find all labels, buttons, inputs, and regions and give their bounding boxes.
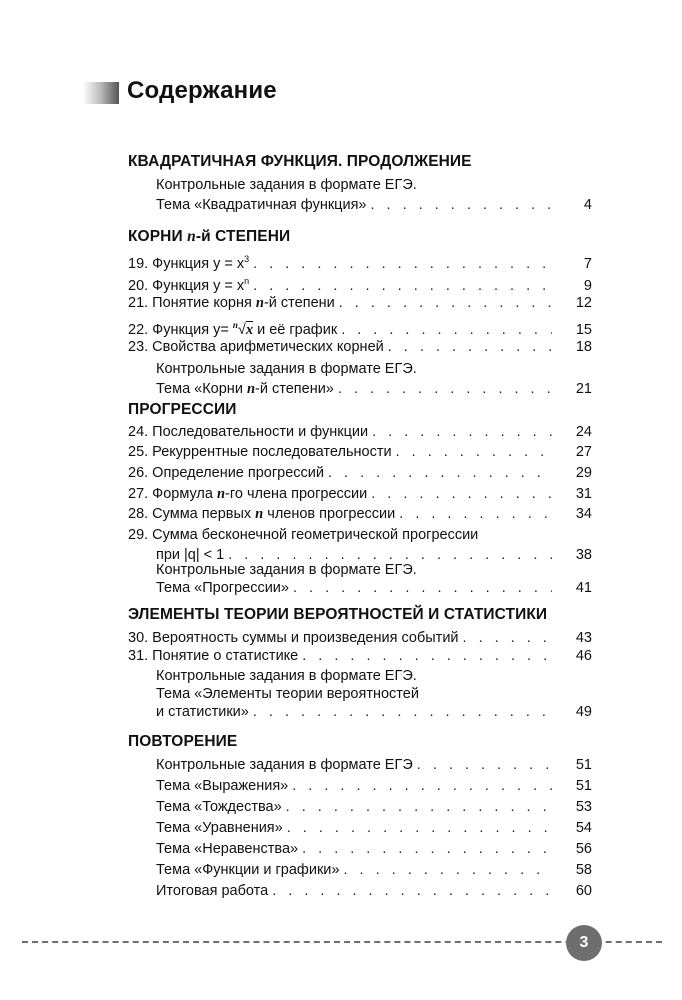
entry-label: Контрольные задания в формате ЕГЭ. [156,562,417,578]
entry-label: 25. Рекуррентные последовательности [128,444,392,460]
toc-entry-probability-control[interactable] [128,667,592,721]
leader-dots [396,443,552,461]
entry-label: 27. Формула n-го члена прогрессии [128,486,368,502]
entry-label: 20. Функция $y = x^n$ [128,276,250,294]
page-number-badge: 3 [566,925,602,961]
section-title-quadratic: КВАДРАТИЧНАЯ ФУНКЦИЯ. ПРОДОЛЖЕНИЕ [128,153,472,170]
page-number: 41 [575,580,592,596]
toc-entry-review-2[interactable] [128,798,592,816]
page-number: 24 [575,424,592,440]
toc-entry-29[interactable] [128,526,592,564]
entry-label: 31. Понятие о статистике [128,648,299,664]
leader-dots [399,505,552,523]
page-number: 58 [575,862,592,878]
leader-dots [388,338,552,356]
toc-entry-31[interactable] [128,647,592,665]
page-number: 18 [575,339,592,355]
leader-dots [253,255,552,273]
entry-label: Тема «Квадратичная функция» [156,197,367,213]
page-number: 51 [575,757,592,773]
page-number: 9 [583,277,592,294]
toc-entry-review-3[interactable] [128,819,592,837]
page-number: 51 [575,778,592,794]
page-number: 12 [575,295,592,311]
toc-entry-25[interactable] [128,443,592,461]
entry-label: Тема «Неравенства» [156,841,299,857]
leader-dots [292,777,552,795]
entry-label: 21. Понятие корня n-й степени [128,295,335,311]
toc-entry-20[interactable] [128,272,592,294]
entry-label: 23. Свойства арифметических корней [128,339,384,355]
leader-dots [302,647,552,665]
entry-label: Тема «Функции и графики» [156,862,340,878]
leader-dots [372,423,552,441]
page-number: 54 [575,820,592,836]
entry-label: Тема «Уравнения» [156,820,283,836]
toc-entry-review-6[interactable] [128,882,592,900]
entry-label: 19. Функция $y = x^3$ [128,254,250,272]
toc-entry-progressions-control[interactable] [128,561,592,597]
toc-entry-roots-control[interactable] [128,360,592,398]
leader-dots [293,579,552,597]
entry-label: Тема «Тождества» [156,799,282,815]
page-number: 53 [575,799,592,815]
toc-entry-30[interactable] [128,629,592,647]
toc-entry-review-0[interactable] [128,756,592,774]
page-number: 15 [575,321,592,338]
page-number: 7 [583,255,592,272]
page-number: 49 [575,704,592,720]
page-number: 60 [575,883,592,899]
page-title: Содержание [127,77,277,104]
entry-label: Контрольные задания в формате ЕГЭ. [156,668,417,684]
toc-entry-27[interactable] [128,485,592,503]
leader-dots [302,840,552,858]
leader-dots [253,277,552,295]
section-title-progressions: ПРОГРЕССИИ [128,401,237,418]
leader-dots [371,485,552,503]
entry-label: Контрольные задания в формате ЕГЭ. [156,361,417,377]
page-number: 31 [575,486,592,502]
page-number: 34 [575,506,592,522]
page-number: 46 [575,648,592,664]
entry-label: 28. Сумма первых n членов прогрессии [128,506,396,522]
root-index: n [232,320,238,330]
entry-label: 22. Функция y= $^n$√x и её график [128,320,338,338]
toc-entry-review-1[interactable] [128,777,592,795]
leader-dots [343,861,552,879]
entry-label: Контрольные задания в формате ЕГЭ [156,757,413,773]
entry-label: Контрольные задания в формате ЕГЭ. [156,177,417,193]
section-title-roots: КОРНИ n-й СТЕПЕНИ [128,228,291,245]
entry-label: 30. Вероятность суммы и произведения событий [128,630,459,646]
entry-label: 26. Определение прогрессий [128,465,324,481]
toc-entry-24[interactable] [128,423,592,441]
leader-dots [253,703,552,721]
entry-label: Тема «Выражения» [156,778,289,794]
radical-sign-icon: √ [237,321,246,338]
entry-label: Итоговая работа [156,883,269,899]
page-number: 56 [575,841,592,857]
entry-label: при |q| < 1 [156,547,225,563]
leader-dots [272,882,552,900]
entry-label: 24. Последовательности и функции [128,424,369,440]
toc-entry-quadratic-control[interactable] [128,176,592,214]
page-number: 43 [575,630,592,646]
entry-label: Тема «Элементы теории вероятностей [156,686,419,702]
leader-dots [341,321,552,339]
section-title-review: ПОВТОРЕНИЕ [128,733,238,750]
page-number: 4 [583,197,592,213]
page-number: 27 [575,444,592,460]
leader-dots [417,756,552,774]
toc-entry-review-4[interactable] [128,840,592,858]
page-number: 29 [575,465,592,481]
toc-entry-21[interactable] [128,294,592,312]
page-header [83,77,533,110]
page-number: 21 [575,381,592,397]
header-gradient-bar [83,82,119,104]
leader-dots [286,798,552,816]
leader-dots [463,629,552,647]
toc-entry-review-5[interactable] [128,861,592,879]
entry-label: 29. Сумма бесконечной геометрической прогрессии [128,527,479,543]
leader-dots [328,464,552,482]
section-title-probability: ЭЛЕМЕНТЫ ТЕОРИИ ВЕРОЯТНОСТЕЙ И СТАТИСТИКИ [128,606,548,623]
page-number: 38 [575,547,592,563]
leader-dots [339,294,552,312]
toc-entry-28[interactable] [128,505,592,523]
entry-label: и статистики» [156,704,249,720]
toc-entry-22[interactable] [128,316,592,338]
entry-label: Тема «Корни n-й степени» [156,381,334,397]
leader-dots [338,380,552,398]
leader-dots [287,819,552,837]
toc-entry-23[interactable] [128,338,592,356]
entry-label: Тема «Прогрессии» [156,580,289,596]
leader-dots [371,196,553,214]
toc-entry-26[interactable] [128,464,592,482]
toc-entry-19[interactable] [128,250,592,272]
